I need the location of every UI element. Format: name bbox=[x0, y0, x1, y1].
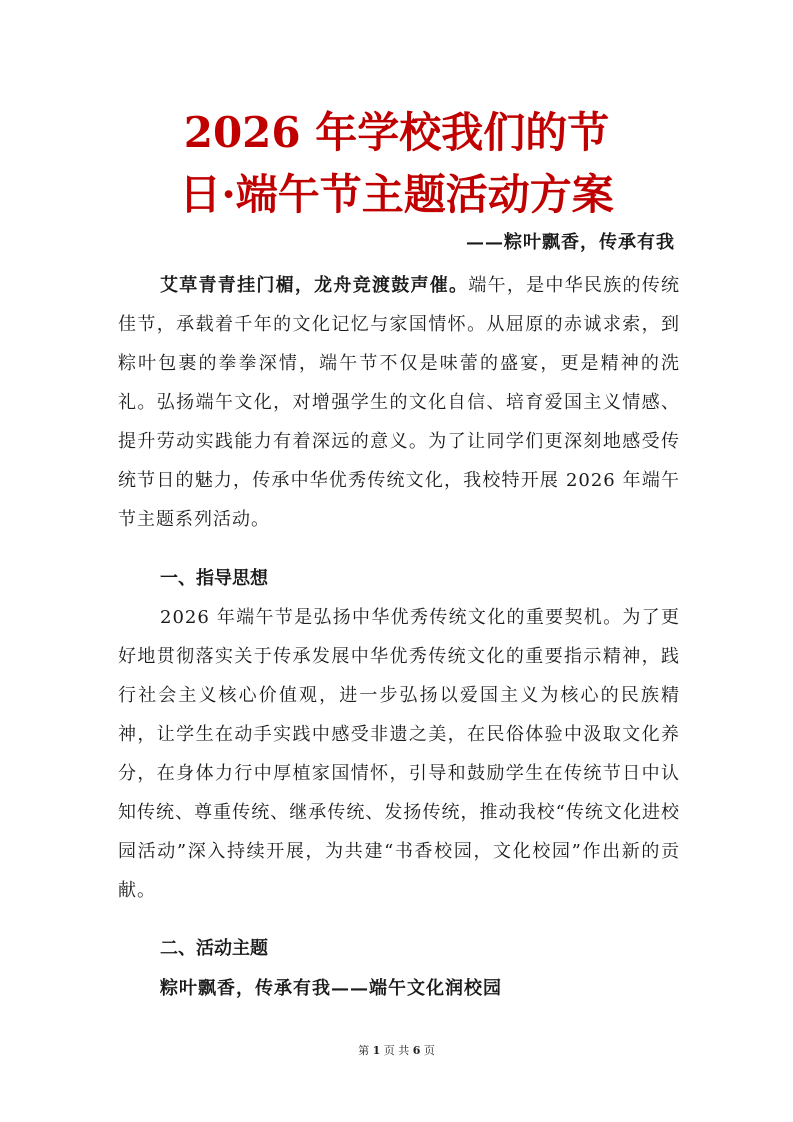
document-subtitle: ——粽叶飘香，传承有我 bbox=[466, 232, 675, 253]
section-heading-guiding-thought: 一、指导思想 bbox=[160, 568, 268, 589]
page-footer bbox=[0, 1042, 793, 1058]
section-heading-activity-theme: 二、活动主题 bbox=[160, 938, 268, 959]
intro-paragraph bbox=[118, 266, 680, 539]
activity-theme-text: 粽叶飘香，传承有我——端午文化润校园 bbox=[160, 978, 502, 999]
footer-page-number: 1 bbox=[372, 1044, 381, 1057]
intro-lead: 艾草青青挂门楣，龙舟竞渡鼓声催。 bbox=[160, 275, 469, 296]
footer-middle: 页 共 bbox=[383, 1044, 410, 1057]
document-title-line-2: 日·端午节主题活动方案 bbox=[179, 170, 614, 219]
footer-total-pages: 6 bbox=[412, 1044, 421, 1057]
footer-prefix: 第 bbox=[358, 1044, 370, 1057]
document-title-line-1: 2026 年学校我们的节 bbox=[183, 108, 610, 157]
footer-suffix: 页 bbox=[423, 1044, 435, 1057]
guiding-thought-paragraph: 2026 年端午节是弘扬中华优秀传统文化的重要契机。为了更好地贯彻落实关于传承发展中华优秀传统文化的重要指示精神，践行社会主义核心价值观，进一步弘扬以爱国主义为核心的民族精神，让学生在动手实践中感受非遗之美，在民俗体验中汲取文化养分，在身体力行中厚植家国情怀，引导和鼓励学生在传统节日中认知传统、尊重传统、继承传统、发扬传统，推动我校“传统文化进校园活动”深入持续开展，为共建“书香校园，文化校园”作出新的贡献。 bbox=[118, 607, 680, 901]
intro-body: 端午，是中华民族的传统佳节，承载着千年的文化记忆与家国情怀。从屈原的赤诚求索，到粽叶包裹的拳拳深情，端午节不仅是味蕾的盛宴，更是精神的洗礼。弘扬端午文化，对增强学生的文化自信、培育爱国主义情感、提升劳动实践能力有着深远的意义。为了让同学们更深刻地感受传统节日的魅力，传承中华优秀传统文化，我校特开展 2026 年端午节主题系列活动。 bbox=[118, 275, 681, 530]
